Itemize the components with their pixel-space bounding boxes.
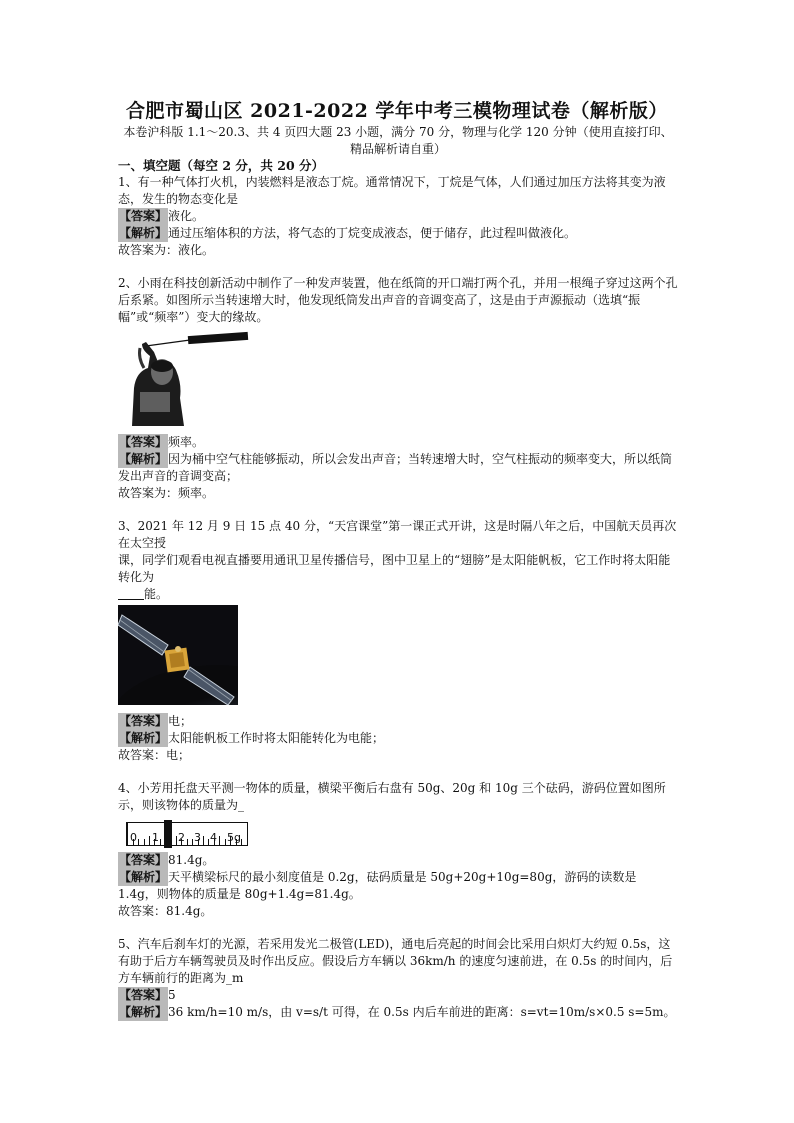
satellite-illustration bbox=[118, 605, 238, 705]
ruler-label: 3 bbox=[194, 831, 201, 844]
answer-text: 81.4g。 bbox=[168, 853, 215, 867]
question-5-analysis bbox=[118, 1004, 678, 1021]
figure-paper-tube bbox=[118, 328, 678, 431]
question-3-text-a: 3、2021 年 12 月 9 日 15 点 40 分，“天宫课堂”第一课正式开讲，这是时隔八年之后，中国航天员再次在太空授 bbox=[118, 519, 677, 550]
question-5 bbox=[118, 936, 678, 1021]
question-1 bbox=[118, 174, 678, 259]
analysis-tag: 【解析】 bbox=[119, 731, 168, 745]
question-1-final: 故答案为：液化。 bbox=[118, 243, 215, 257]
answer-text: 液化。 bbox=[168, 209, 205, 223]
question-3-final: 故答案：电； bbox=[118, 748, 191, 762]
page-subtitle: 本卷沪科版 1.1～20.3、共 4 页四大题 23 小题，满分 70 分，物理与化学 120 分钟（使用直接打印、精品解析请自重） bbox=[123, 125, 673, 156]
answer-text: 频率。 bbox=[168, 435, 205, 449]
question-3-analysis bbox=[118, 730, 678, 747]
question-4-text-body: 4、小芳用托盘天平测一物体的质量，横梁平衡后右盘有 50g、20g 和 10g 三个砝码，游码位置如图所示，则该物体的质量为 bbox=[118, 781, 666, 812]
question-3 bbox=[118, 518, 678, 764]
question-5-answer bbox=[118, 987, 678, 1004]
question-4-analysis bbox=[118, 869, 678, 903]
question-2-analysis bbox=[118, 451, 678, 485]
analysis-text: 36 km/h=10 m/s，由 v=s/t 可得，在 0.5s 内后车前进的距离：s=vt=10m/s×0.5 s=5m。 bbox=[168, 1005, 676, 1019]
answer-text: 5 bbox=[168, 988, 176, 1002]
ruler-label: 5g bbox=[227, 831, 241, 844]
exam-content bbox=[118, 157, 678, 1021]
analysis-text: 因为桶中空气柱能够振动，所以会发出声音；当转速增大时，空气柱振动的频率变大，所以纸筒发出声音的音调变高； bbox=[118, 452, 673, 483]
question-3-text-c-line bbox=[118, 586, 678, 603]
ruler-label: 2 bbox=[178, 831, 185, 844]
question-1-analysis bbox=[118, 225, 678, 242]
answer-tag: 【答案】 bbox=[119, 853, 168, 867]
ruler-label: 0 bbox=[130, 831, 137, 844]
answer-text: 电； bbox=[168, 714, 193, 728]
answer-tag: 【答案】 bbox=[119, 714, 168, 728]
section-heading: 一、填空题（每空 2 分，共 20 分） bbox=[118, 158, 325, 173]
analysis-tag: 【解析】 bbox=[119, 1005, 168, 1019]
analysis-tag: 【解析】 bbox=[119, 870, 168, 884]
question-5-text: 5、汽车后刹车灯的光源，若采用发光二极管(LED)，通电后亮起的时间会比采用白炽灯大约短 0.5s，这有助于后方车辆驾驶员及时作出反应。假设后方车辆以 36km/h 的速度匀速前进，在 0.5s 的时间内，后方车辆前行的距离为_m bbox=[118, 937, 673, 985]
question-2-final: 故答案为：频率。 bbox=[118, 486, 215, 500]
question-2-answer bbox=[118, 434, 678, 451]
answer-tag: 【答案】 bbox=[119, 435, 168, 449]
question-1-answer bbox=[118, 208, 678, 225]
ruler-rider bbox=[164, 820, 172, 848]
question-4 bbox=[118, 780, 678, 920]
paper-tube-illustration bbox=[118, 328, 250, 426]
question-4-text: 4、小芳用托盘天平测一物体的质量，横梁平衡后右盘有 50g、20g 和 10g 三个砝码，游码位置如图所示，则该物体的质量为_ bbox=[118, 781, 666, 812]
ruler-label: 1 bbox=[152, 831, 159, 844]
analysis-text: 天平横梁标尺的最小刻度值是 0.2g，砝码质量是 50g+20g+10g=80g，游码的读数是 1.4g，则物体的质量是 80g+1.4g=81.4g。 bbox=[118, 870, 637, 901]
question-3-text-b: 课，同学们观看电视直播要用通讯卫星传播信号，图中卫星上的“翅膀”是太阳能帆板，它工作时将太阳能转化为 bbox=[118, 553, 671, 584]
question-4-final: 故答案：81.4g。 bbox=[118, 904, 213, 918]
analysis-tag: 【解析】 bbox=[119, 226, 168, 240]
page-title: 合肥市蜀山区 2021-2022 学年中考三模物理试卷（解析版） bbox=[126, 100, 668, 122]
question-3-text-c: 能。 bbox=[144, 587, 169, 601]
answer-blank bbox=[118, 586, 144, 600]
question-2 bbox=[118, 275, 678, 502]
analysis-text: 太阳能帆板工作时将太阳能转化为电能； bbox=[168, 731, 385, 745]
question-1-text: 1、有一种气体打火机，内装燃料是液态丁烷。通常情况下，丁烷是气体，人们通过加压方法将其变为液态，发生的物态变化是 bbox=[118, 175, 666, 206]
answer-tag: 【答案】 bbox=[119, 988, 168, 1002]
balance-ruler bbox=[126, 822, 248, 846]
analysis-tag: 【解析】 bbox=[119, 452, 168, 466]
question-3-answer bbox=[118, 713, 678, 730]
ruler-label: 4 bbox=[210, 831, 217, 844]
figure-satellite bbox=[118, 605, 678, 710]
question-4-answer bbox=[118, 852, 678, 869]
question-2-text: 2、小雨在科技创新活动中制作了一种发声装置，他在纸筒的开口端打两个孔，并用一根绳子穿过这两个孔后系紧。如图所示当转速增大时，他发现纸筒发出声音的音调变高了，这是由于声源振动（选填“振幅”或“频率”）变大的缘故。 bbox=[118, 276, 678, 324]
answer-tag: 【答案】 bbox=[119, 209, 168, 223]
analysis-text: 通过压缩体积的方法，将气态的丁烷变成液态，便于储存，此过程叫做液化。 bbox=[168, 226, 577, 240]
